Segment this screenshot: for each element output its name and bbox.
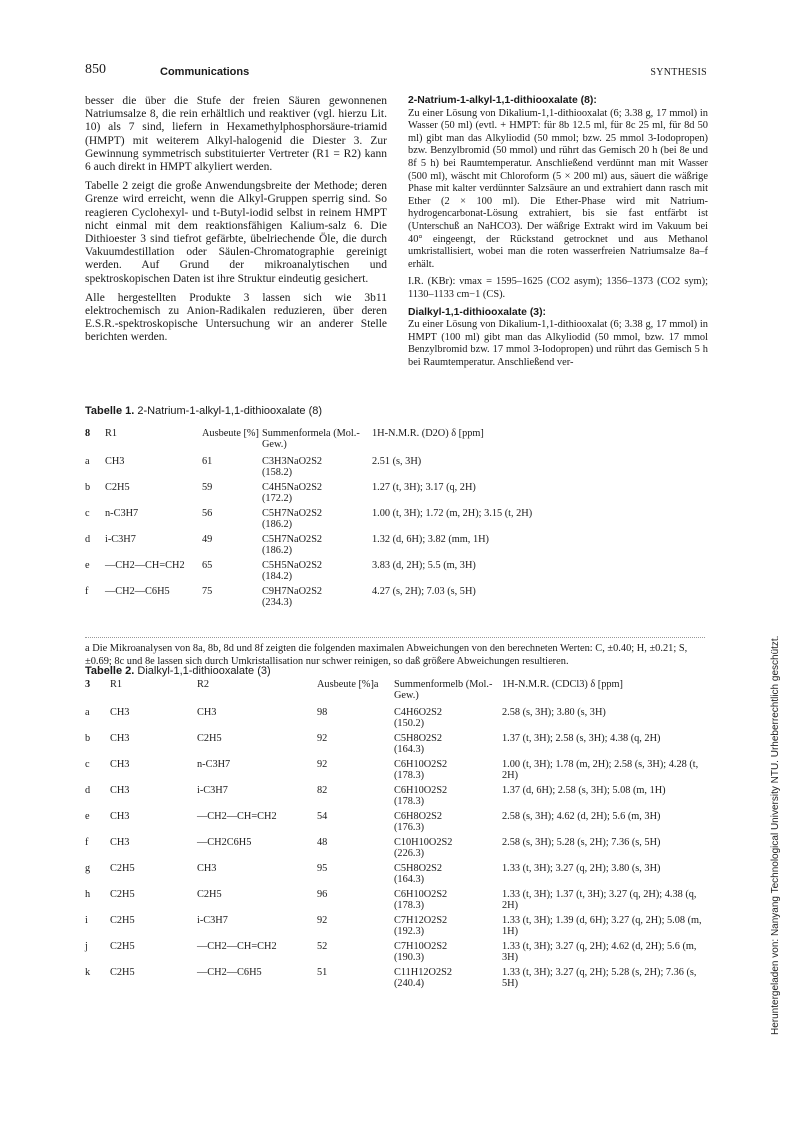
header-cell: 3 [85,679,91,690]
formula-cell [394,889,502,915]
molecular-weight: (176.3) [394,822,425,833]
table2-header-row [85,679,710,707]
table-cell: CH3 [110,733,130,744]
table-cell: 1.00 (t, 3H); 1.78 (m, 2H); 2.58 (s, 3H); 4.28 (t, 2H) [502,759,699,781]
table-row [85,759,710,785]
formula: C6H10O2S2 [394,785,448,796]
table-row [85,915,710,941]
table2-caption [85,665,271,677]
table-cell: 3.83 (d, 2H); 5.5 (m, 3H) [372,560,476,571]
journal-name: SYNTHESIS [650,67,707,78]
table-cell: C2H5 [105,482,130,493]
formula-cell [394,785,502,811]
formula-cell [394,759,502,785]
table-cell: 1.37 (t, 3H); 2.58 (s, 3H); 4.38 (q, 2H) [502,733,661,744]
download-notice: Heruntergeladen von: Nanyang Technological University NTU. Urheberrechtlich geschützt. [770,635,781,1035]
table-row [85,785,710,811]
table-cell: —CH2—CH=CH2 [197,941,277,952]
table-cell: 82 [317,785,328,796]
formula-cell [394,915,502,941]
formula: C11H12O2S2 [394,967,452,978]
table-cell: 75 [202,586,213,597]
table-cell: CH3 [110,811,130,822]
table-cell: 59 [202,482,213,493]
molecular-weight: (186.2) [262,545,293,556]
formula: C7H12O2S2 [394,915,448,926]
right-column [408,95,708,374]
table-cell: C2H5 [110,941,135,952]
molecular-weight: (192.3) [394,926,425,937]
table-cell: CH3 [110,785,130,796]
footnote: a Die Mikroanalysen von 8a, 8b, 8d und 8f zeigten die folgenden maximalen Abweichungen von den berechneten Werten: C, ±0.40; H, ±0.21; S, ±0.69; 8c und 8e lassen sich durch Umkristallisation nur schwer reinigen, so daß größere Abweichungen resultieren. [85,643,688,667]
molecular-weight: (158.2) [262,467,293,478]
formula: C7H10O2S2 [394,941,448,952]
section-title: Communications [160,66,250,78]
table-cell: CH3 [110,759,130,770]
molecular-weight: (178.3) [394,796,425,807]
formula-cell [262,508,372,534]
section-heading: 2-Natrium-1-alkyl-1,1-dithiooxalate (8): [408,95,597,106]
table-cell: C2H5 [110,967,135,978]
table-cell: i-C3H7 [197,915,228,926]
table-row [85,889,710,915]
table-cell: CH3 [197,707,217,718]
table-cell: 96 [317,889,328,900]
table-row [85,560,710,586]
table-cell: CH3 [197,863,217,874]
molecular-weight: (234.3) [262,597,293,608]
table-cell: i-C3H7 [105,534,136,545]
table-cell: —CH2C6H5 [197,837,252,848]
table-cell: 2.58 (s, 3H); 4.62 (d, 2H); 5.6 (m, 3H) [502,811,661,822]
header-cell: Summenformela (Mol.-Gew.) [262,428,360,450]
table-cell: 1.33 (t, 3H); 1.39 (d, 6H); 3.27 (q, 2H); 5.08 (m, 1H) [502,915,702,937]
formula-cell [394,707,502,733]
molecular-weight: (150.2) [394,718,425,729]
table-cell: d [85,534,91,545]
formula: C5H7NaO2S2 [262,508,323,519]
table-cell: 65 [202,560,213,571]
table-cell: 1.33 (t, 3H); 3.27 (q, 2H); 3.80 (s, 3H) [502,863,661,874]
table-cell: —CH2—C6H5 [105,586,170,597]
ir-data: I.R. (KBr): νmax = 1595–1625 (CO2 asym); 1356–1373 (CO2 sym); 1130–1133 cm−1 (CS). [408,276,708,300]
molecular-weight: (186.2) [262,519,293,530]
table-cell: i-C3H7 [197,785,228,796]
table-cell: CH3 [110,707,130,718]
table2-title: Dialkyl-1,1-dithiooxalate (3) [137,665,271,677]
table-row [85,586,710,612]
table-cell: j [85,941,88,952]
table-cell: 51 [317,967,328,978]
table-cell: 95 [317,863,328,874]
formula-cell [262,456,372,482]
table-cell: a [85,456,90,467]
formula: C5H7NaO2S2 [262,534,323,545]
paragraph: Zu einer Lösung von Dikalium-1,1-dithiooxalat (6; 3.38 g, 17 mmol) in HMPT (100 ml) gibt man das Alkyliodid (50 mmol, bzw. 17 mmol Benzylbromid bzw. 17 mmol 3-Iodopropen) und rührt das Gemisch 5 h bei Raumtemperatur. Anschließend ver- [408,319,708,368]
table-cell: i [85,915,88,926]
table-cell: g [85,863,91,874]
table1 [85,428,710,612]
table-cell: C2H5 [110,863,135,874]
formula-cell [262,586,372,612]
table-cell: f [85,586,89,597]
table-cell: e [85,560,90,571]
table-cell: d [85,785,91,796]
header-cell: Summenformelb (Mol.-Gew.) [394,679,493,701]
header-cell: 8 [85,428,91,439]
table-row [85,837,710,863]
formula-cell [262,534,372,560]
table-cell: —CH2—C6H5 [197,967,262,978]
table-cell: 2.58 (s, 3H); 5.28 (s, 2H); 7.36 (s, 5H) [502,837,661,848]
header-cell: R1 [105,428,118,439]
molecular-weight: (184.2) [262,571,293,582]
table1-caption [85,405,322,417]
table-row [85,967,710,993]
section-heading: Dialkyl-1,1-dithiooxalate (3): [408,306,546,318]
table-cell: C2H5 [197,733,222,744]
table-row [85,811,710,837]
table-cell: C2H5 [110,915,135,926]
table-cell: b [85,482,91,493]
table-cell: 54 [317,811,328,822]
table-cell: 1.33 (t, 3H); 3.27 (q, 2H); 4.62 (d, 2H); 5.6 (m, 3H) [502,941,697,963]
table-cell: 98 [317,707,328,718]
table-cell: b [85,733,91,744]
molecular-weight: (178.3) [394,770,425,781]
table-cell: 52 [317,941,328,952]
formula-cell [394,941,502,967]
formula: C3H3NaO2S2 [262,456,323,467]
table-cell: 56 [202,508,213,519]
table-row [85,482,710,508]
paragraph: besser die über die Stufe der freien Säuren gewonnenen Natriumsalze 8, die rein erhältlich und reaktiver (vgl. hierzu Lit. 10) als 7 sind, liefern in Hexamethylphosphorsäure-triamid (HMPT) mit weiterem Alkyl-halogenid die Diester 3. Zur Gewinnung symmetrisch substituierter Vertreter (R1 = R2) kann 6 auch direkt in HMPT alkyliert werden. [85,95,387,174]
table-row [85,456,710,482]
formula: C5H8O2S2 [394,863,443,874]
table-cell: e [85,811,90,822]
left-column [85,95,387,351]
table-cell: 92 [317,733,328,744]
header-cell: 1H-N.M.R. (D2O) δ [ppm] [372,428,484,439]
table-cell: CH3 [110,837,130,848]
table-row [85,863,710,889]
table-cell: a [85,707,90,718]
formula: C10H10O2S2 [394,837,453,848]
table-cell: 92 [317,915,328,926]
table-cell: 1.32 (d, 6H); 3.82 (mm, 1H) [372,534,489,545]
formula: C5H5NaO2S2 [262,560,323,571]
table-cell: 1.00 (t, 3H); 1.72 (m, 2H); 3.15 (t, 2H) [372,508,533,519]
table-cell: C2H5 [110,889,135,900]
molecular-weight: (164.3) [394,874,425,885]
table-cell: CH3 [105,456,125,467]
header-cell: R1 [110,679,123,690]
paragraph: Alle hergestellten Produkte 3 lassen sich wie 3b11 elektrochemisch zu Anion-Radikalen reduzieren, über deren E.S.R.-spektroskopische Untersuchung wir an anderer Stelle berichten werden. [85,291,387,344]
table-cell: f [85,837,89,848]
table-cell: 1.33 (t, 3H); 1.37 (t, 3H); 3.27 (q, 2H); 4.38 (q, 2H) [502,889,697,911]
table-row [85,508,710,534]
formula: C6H10O2S2 [394,889,448,900]
table-cell: 4.27 (s, 2H); 7.03 (s, 5H) [372,586,476,597]
table-cell: 1.33 (t, 3H); 3.27 (q, 2H); 5.28 (s, 2H); 7.36 (s, 5H) [502,967,697,989]
table-cell: —CH2—CH=CH2 [105,560,185,571]
formula: C9H7NaO2S2 [262,586,323,597]
formula: C6H10O2S2 [394,759,448,770]
paragraph: Tabelle 2 zeigt die große Anwendungsbreite der Methode; deren Grenze wird erreicht, wenn die Alkyl-Gruppen sperrig sind. So reagieren Cyclohexyl- und t-Butyl-iodid selbst in reinem HMPT nicht einmal mit dem reaktionsfähigen Kalium-salz 6. Die Dithioester 3 sind tiefrot gefärbte, übelriechende Öle, die durch Vakuumdestillation oder Säulen-Chromatographie gereinigt werden. Auf Grund der mikroanalytischen und spektroskopischen Daten ist ihre Struktur eindeutig gesichert. [85,180,387,285]
formula-cell [394,733,502,759]
table-cell: 61 [202,456,213,467]
table2-label: Tabelle 2. [85,665,135,677]
molecular-weight: (178.3) [394,900,425,911]
molecular-weight: (172.2) [262,493,293,504]
table-cell: 48 [317,837,328,848]
molecular-weight: (240.4) [394,978,425,989]
table-cell: h [85,889,91,900]
molecular-weight: (226.3) [394,848,425,859]
table-cell: 2.58 (s, 3H); 3.80 (s, 3H) [502,707,606,718]
header-cell: 1H-N.M.R. (CDCl3) δ [ppm] [502,679,623,690]
formula-cell [262,482,372,508]
formula-cell [262,560,372,586]
formula-cell [394,967,502,993]
table-cell: —CH2—CH=CH2 [197,811,277,822]
table1-label: Tabelle 1. [85,405,135,417]
molecular-weight: (190.3) [394,952,425,963]
page-number: 850 [85,62,106,77]
table-row [85,941,710,967]
formula: C6H8O2S2 [394,811,443,822]
table2 [85,679,710,993]
table-cell: 49 [202,534,213,545]
table-row [85,707,710,733]
header-cell: Ausbeute [%]a [317,679,379,690]
table1-header-row [85,428,710,456]
table-cell: n-C3H7 [197,759,231,770]
table-row [85,733,710,759]
header-cell: R2 [197,679,210,690]
molecular-weight: (164.3) [394,744,425,755]
formula-cell [394,811,502,837]
table-cell: 1.27 (t, 3H); 3.17 (q, 2H) [372,482,476,493]
table-cell: C2H5 [197,889,222,900]
table-cell: 2.51 (s, 3H) [372,456,422,467]
formula-cell [394,837,502,863]
table-row [85,534,710,560]
table-cell: n-C3H7 [105,508,139,519]
paragraph: Zu einer Lösung von Dikalium-1,1-dithiooxalat (6; 3.38 g, 17 mmol) in Wasser (50 ml) (evtl. + HMPT: für 8b 12.5 ml, für 8c 25 ml, für 8d 50 ml) gibt man das Alkyliodid (50 mmol; bzw. 25 mmol 3-Iodopropen) bzw. Benzylbromid (50 mmol) und rührt das Gemisch 20 h (bei 8e und 8f 5 h) bei Raumtemperatur. Anschließend verdünnt man mit Wasser (500 ml), wäscht mit Chloroform (5 × 200 ml) aus, säuert die wäßrige Phase mit kalter verdünnter Salzsäure an und extrahiert dann rasch mit Ether (2 × 100 ml). Die Ether-Phase wird mit Natrium-hydrogencarbonat-Lösung extrahiert, bis sie fast entfärbt ist (Unterschuß an NaHCO3). Der wäßrige Extrakt wird im Vakuum bei 40° eingeengt, der Rückstand getrocknet und aus Methanol umkristallisiert, wobei man die roten wasserfreien Natriumsalze 8a–f erhält. [408,107,708,270]
table-cell: c [85,759,90,770]
table-cell: k [85,967,91,978]
table1-title: 2-Natrium-1-alkyl-1,1-dithiooxalate (8) [137,405,323,417]
table-cell: 92 [317,759,328,770]
formula-cell [394,863,502,889]
formula: C5H8O2S2 [394,733,443,744]
formula: C4H6O2S2 [394,707,443,718]
table-cell: 1.37 (d, 6H); 2.58 (s, 3H); 5.08 (m, 1H) [502,785,666,796]
header-cell: Ausbeute [%] [202,428,259,439]
formula: C4H5NaO2S2 [262,482,323,493]
table-cell: c [85,508,90,519]
